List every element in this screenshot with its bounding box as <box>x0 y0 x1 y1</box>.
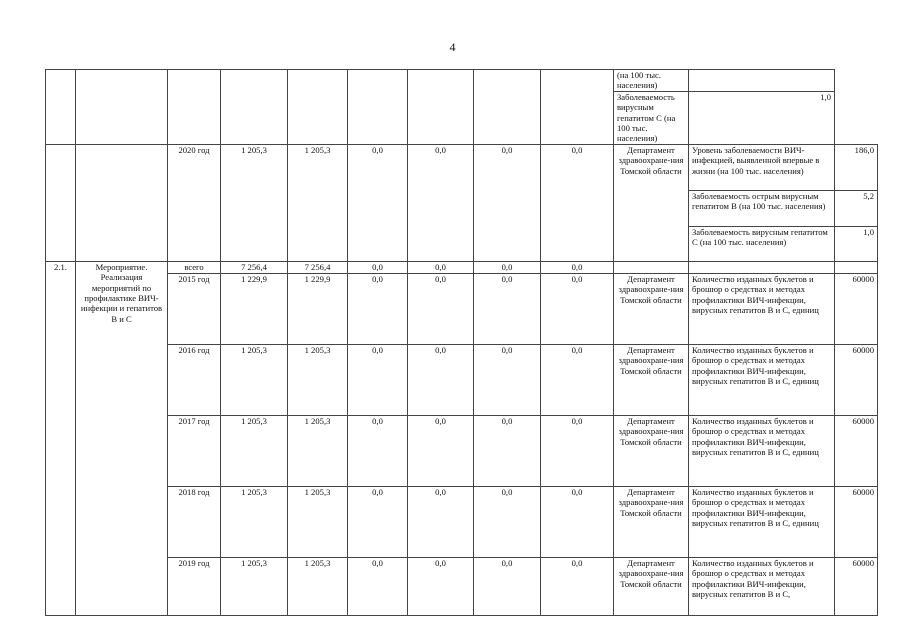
regional-cell: 1 205,3 <box>288 144 348 261</box>
executor-cell: Департамент здравоохране-ния Томской области <box>614 415 689 486</box>
cell-empty <box>689 70 835 92</box>
year-cell: 2019 год <box>168 557 221 615</box>
indicator-value: 60000 <box>835 415 878 486</box>
total-cell: 1 229,9 <box>221 273 288 344</box>
year-cell: 2020 год <box>168 144 221 261</box>
value-cell: 0,0 <box>348 415 408 486</box>
indicator-value: 186,0 <box>835 144 878 190</box>
cell-empty <box>76 70 168 145</box>
year-cell: 2016 год <box>168 344 221 415</box>
measure-number: 2.1. <box>46 261 76 615</box>
page-number: 4 <box>449 40 456 54</box>
total-cell: 1 205,3 <box>221 344 288 415</box>
indicator-value: 1,0 <box>689 91 835 144</box>
total-cell: 1 205,3 <box>221 486 288 557</box>
year-cell: всего <box>168 261 221 273</box>
value-cell: 0,0 <box>474 557 541 615</box>
value-cell: 0,0 <box>348 486 408 557</box>
value-cell: 0,0 <box>541 415 614 486</box>
cell-empty <box>76 144 168 261</box>
cell-empty <box>348 70 408 145</box>
executor-cell: Департамент здравоохране-ния Томской области <box>614 486 689 557</box>
budget-table <box>45 69 878 616</box>
cell-empty <box>835 261 878 273</box>
executor-cell: Департамент здравоохране-ния Томской области <box>614 273 689 344</box>
indicator-cell: Количество изданных буклетов и брошюр о средствах и методах профилактики ВИЧ-инфекции, вирусных гепатитов В и С, <box>689 557 835 615</box>
value-cell: 0,0 <box>408 486 474 557</box>
regional-cell: 1 205,3 <box>288 486 348 557</box>
cell-empty <box>46 70 76 145</box>
indicator-cell: Количество изданных буклетов и брошюр о средствах и методах профилактики ВИЧ-инфекции, вирусных гепатитов В и С, единиц <box>689 415 835 486</box>
value-cell: 0,0 <box>541 344 614 415</box>
indicator-cell: Заболеваемость вирусным гепатитом С (на 100 тыс. населения) <box>689 226 835 261</box>
value-cell: 0,0 <box>541 144 614 261</box>
value-cell: 0,0 <box>348 273 408 344</box>
indicator-value: 1,0 <box>835 226 878 261</box>
value-cell: 0,0 <box>474 344 541 415</box>
value-cell: 0,0 <box>541 261 614 273</box>
indicator-hep-c: Заболеваемость вирусным гепатитом С (на 100 тыс. населения) <box>614 91 689 144</box>
value-cell: 0,0 <box>348 344 408 415</box>
year-cell: 2017 год <box>168 415 221 486</box>
indicator-value: 5,2 <box>835 190 878 226</box>
indicator-tail: (на 100 тыс. населения) <box>614 70 689 92</box>
year-cell: 2018 год <box>168 486 221 557</box>
executor-cell: Департамент здравоохране-ния Томской области <box>614 557 689 615</box>
value-cell: 0,0 <box>408 261 474 273</box>
indicator-value: 60000 <box>835 344 878 415</box>
value-cell: 0,0 <box>474 261 541 273</box>
cell-empty <box>541 70 614 145</box>
cell-empty <box>221 70 288 145</box>
value-cell: 0,0 <box>474 273 541 344</box>
cell-empty <box>288 70 348 145</box>
indicator-cell: Уровень заболеваемости ВИЧ-инфекцией, выявленной впервые в жизни (на 100 тыс. населения) <box>689 144 835 190</box>
value-cell: 0,0 <box>541 486 614 557</box>
cell-empty <box>168 70 221 145</box>
indicator-cell: Количество изданных буклетов и брошюр о средствах и методах профилактики ВИЧ-инфекции, вирусных гепатитов В и С, единиц <box>689 486 835 557</box>
total-cell: 7 256,4 <box>221 261 288 273</box>
value-cell: 0,0 <box>474 486 541 557</box>
value-cell: 0,0 <box>474 144 541 261</box>
measure-name: Мероприятие. Реализация мероприятий по профилактике ВИЧ-инфекции и гепатитов В и С <box>76 261 168 615</box>
regional-cell: 1 205,3 <box>288 557 348 615</box>
regional-cell: 1 205,3 <box>288 344 348 415</box>
indicator-value: 60000 <box>835 486 878 557</box>
value-cell: 0,0 <box>541 557 614 615</box>
cell-empty <box>689 261 835 273</box>
indicator-cell: Количество изданных буклетов и брошюр о средствах и методах профилактики ВИЧ-инфекции, вирусных гепатитов В и С, единиц <box>689 273 835 344</box>
total-cell: 1 205,3 <box>221 415 288 486</box>
regional-cell: 1 205,3 <box>288 415 348 486</box>
value-cell: 0,0 <box>408 557 474 615</box>
regional-cell: 1 229,9 <box>288 273 348 344</box>
value-cell: 0,0 <box>541 273 614 344</box>
value-cell: 0,0 <box>348 261 408 273</box>
value-cell: 0,0 <box>348 557 408 615</box>
value-cell: 0,0 <box>474 415 541 486</box>
value-cell: 0,0 <box>408 344 474 415</box>
indicator-value: 60000 <box>835 557 878 615</box>
regional-cell: 7 256,4 <box>288 261 348 273</box>
value-cell: 0,0 <box>408 273 474 344</box>
cell-empty <box>614 261 689 273</box>
indicator-cell: Заболеваемость острым вирусным гепатитом В (на 100 тыс. населения) <box>689 190 835 226</box>
value-cell: 0,0 <box>408 415 474 486</box>
value-cell: 0,0 <box>408 144 474 261</box>
indicator-cell: Количество изданных буклетов и брошюр о средствах и методах профилактики ВИЧ-инфекции, вирусных гепатитов В и С, единиц <box>689 344 835 415</box>
indicator-value: 60000 <box>835 273 878 344</box>
cell-empty <box>408 70 474 145</box>
value-cell: 0,0 <box>348 144 408 261</box>
executor-cell: Департамент здравоохране-ния Томской области <box>614 144 689 261</box>
executor-cell: Департамент здравоохране-ния Томской области <box>614 344 689 415</box>
year-cell: 2015 год <box>168 273 221 344</box>
total-cell: 1 205,3 <box>221 557 288 615</box>
total-cell: 1 205,3 <box>221 144 288 261</box>
cell-empty <box>474 70 541 145</box>
cell-empty <box>46 144 76 261</box>
